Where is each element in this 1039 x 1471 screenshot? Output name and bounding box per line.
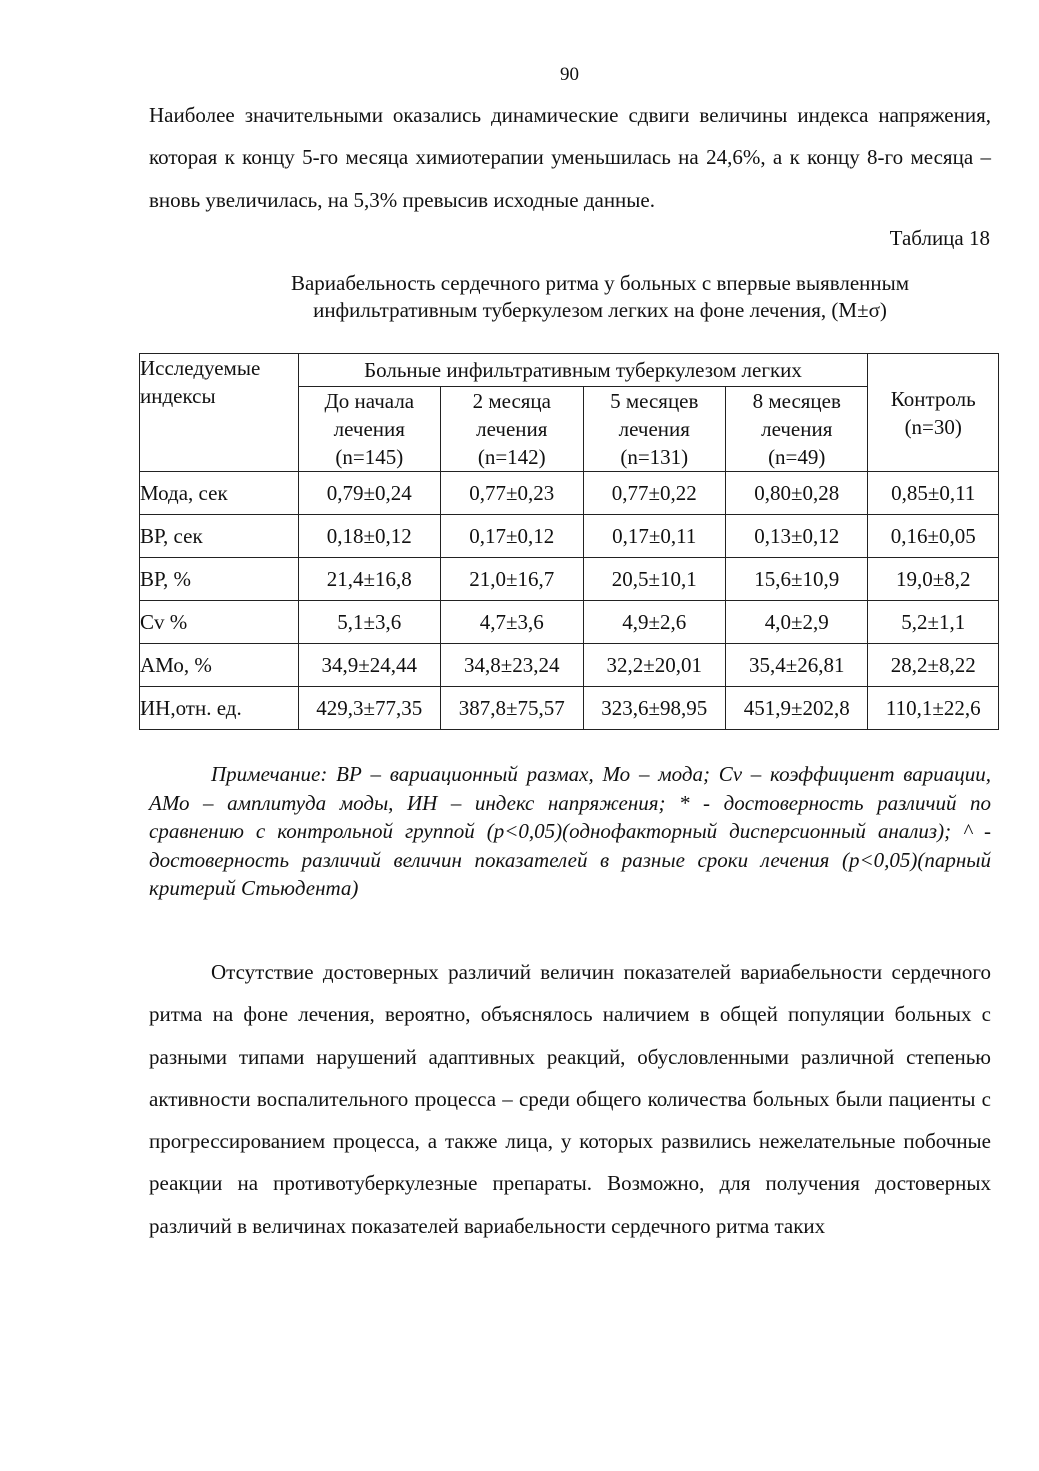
table-cell: 387,8±75,57 bbox=[441, 687, 583, 730]
table-row bbox=[140, 687, 999, 730]
table-cell: 28,2±8,22 bbox=[868, 644, 999, 687]
header-period: 5 месяцев лечения (n=131) bbox=[583, 387, 725, 472]
table-cell: 0,77±0,22 bbox=[583, 472, 725, 515]
table-cell: 429,3±77,35 bbox=[298, 687, 440, 730]
table-cell: 15,6±10,9 bbox=[726, 558, 868, 601]
table-row bbox=[140, 601, 999, 644]
row-label: Cv % bbox=[140, 601, 299, 644]
table-cell: 323,6±98,95 bbox=[583, 687, 725, 730]
table-cell: 21,0±16,7 bbox=[441, 558, 583, 601]
header-control: Контроль (n=30) bbox=[868, 354, 999, 472]
table-title-line-2: инфильтративным туберкулезом легких на фоне лечения, (M±σ) bbox=[313, 298, 887, 322]
header-period: 8 месяцев лечения (n=49) bbox=[726, 387, 868, 472]
hrv-table bbox=[139, 353, 999, 730]
table-cell: 0,17±0,11 bbox=[583, 515, 725, 558]
table-cell: 20,5±10,1 bbox=[583, 558, 725, 601]
paragraph-discussion: Отсутствие достоверных различий величин показателей вариабельности сердечного ритма на фоне лечения, вероятно, объяснялось наличием в общей популяции больных с разными типами нарушений адаптивных реакций, обусловленными различной степенью активности воспалительного процесса – среди общего количества больных были пациенты с прогрессированием процесса, а также лица, у которых развились нежелательные побочные реакции на противотуберкулезные препараты. Возможно, для получения достоверных различий в величинах показателей вариабельности сердечного ритма таких bbox=[149, 960, 991, 1238]
table-cell: 110,1±22,6 bbox=[868, 687, 999, 730]
table-title-line-1: Вариабельность сердечного ритма у больных с впервые выявленным bbox=[290, 271, 910, 295]
table-cell: 0,79±0,24 bbox=[298, 472, 440, 515]
table-cell: 32,2±20,01 bbox=[583, 644, 725, 687]
table-cell: 5,2±1,1 bbox=[868, 601, 999, 644]
table-label: Таблица 18 bbox=[889, 226, 990, 250]
row-label: Мода, сек bbox=[140, 472, 299, 515]
header-index: Исследуемые индексы bbox=[140, 354, 299, 472]
table-cell: 0,18±0,12 bbox=[298, 515, 440, 558]
table-cell: 0,77±0,23 bbox=[441, 472, 583, 515]
table-cell: 34,9±24,44 bbox=[298, 644, 440, 687]
row-label: ИН,отн. ед. bbox=[140, 687, 299, 730]
table-row bbox=[140, 644, 999, 687]
table-row bbox=[140, 515, 999, 558]
table-note: Примечание: ВР – вариационный размах, Мо – мода; Cv – коэффициент вариации, АМо – амплитуда моды, ИН – индекс напряжения; * - достоверность различий по сравнению с контрольной группой (p<0,05)(однофакторный дисперсионный анализ); ^ - достоверность различий величин показателей в разные сроки лечения (p<0,05)(парный критерий Стьюдента) bbox=[149, 762, 991, 900]
row-label: ВР, сек bbox=[140, 515, 299, 558]
table-cell: 35,4±26,81 bbox=[726, 644, 868, 687]
table-cell: 4,0±2,9 bbox=[726, 601, 868, 644]
table-cell: 34,8±23,24 bbox=[441, 644, 583, 687]
table-cell: 0,80±0,28 bbox=[726, 472, 868, 515]
header-period: До начала лечения (n=145) bbox=[298, 387, 440, 472]
page-number: 90 bbox=[560, 64, 579, 85]
table-cell: 451,9±202,8 bbox=[726, 687, 868, 730]
table-row bbox=[140, 558, 999, 601]
table-cell: 5,1±3,6 bbox=[298, 601, 440, 644]
table-cell: 4,7±3,6 bbox=[441, 601, 583, 644]
header-period: 2 месяца лечения (n=142) bbox=[441, 387, 583, 472]
row-label: АМо, % bbox=[140, 644, 299, 687]
table-cell: 0,16±0,05 bbox=[868, 515, 999, 558]
table-header-row bbox=[140, 354, 999, 387]
table-cell: 4,9±2,6 bbox=[583, 601, 725, 644]
table-row bbox=[140, 472, 999, 515]
table-cell: 0,13±0,12 bbox=[726, 515, 868, 558]
row-label: ВР, % bbox=[140, 558, 299, 601]
table-cell: 19,0±8,2 bbox=[868, 558, 999, 601]
table-title bbox=[200, 270, 1000, 324]
header-group: Больные инфильтративным туберкулезом легких bbox=[298, 354, 868, 387]
table-cell: 0,85±0,11 bbox=[868, 472, 999, 515]
paragraph-intro: Наиболее значительными оказались динамические сдвиги величины индекса напряжения, которая к концу 5-го месяца химиотерапии уменьшилась на 24,6%, а к концу 8-го месяца – вновь увеличилась, на 5,3% превысив исходные данные. bbox=[149, 103, 991, 212]
table-cell: 0,17±0,12 bbox=[441, 515, 583, 558]
table-cell: 21,4±16,8 bbox=[298, 558, 440, 601]
